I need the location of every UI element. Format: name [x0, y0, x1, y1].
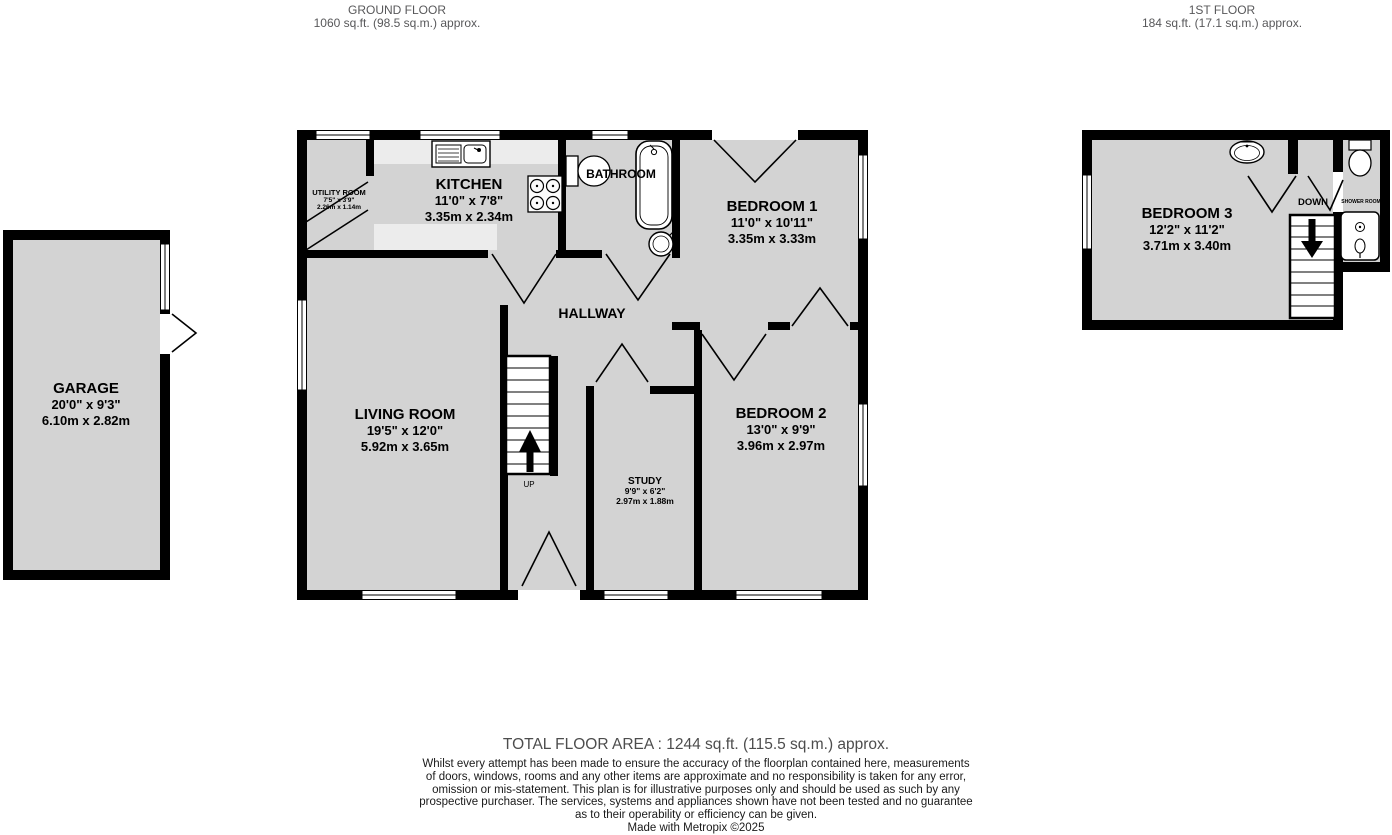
kitchen-metric: 3.35m x 2.34m	[424, 209, 514, 224]
disclaimer	[419, 758, 972, 835]
ground-floor-header	[314, 4, 481, 30]
first-floor-header	[1142, 4, 1302, 30]
bedroom3-label	[1142, 206, 1233, 254]
bathroom-basin-icon	[649, 232, 673, 256]
bedroom2-label	[736, 406, 827, 454]
hob-icon	[528, 176, 562, 212]
garage-name: GARAGE	[53, 380, 119, 397]
kitchen-sink-icon	[432, 141, 490, 167]
first-floor-area: 184 sq.ft. (17.1 sq.m.) approx.	[1141, 16, 1303, 30]
ground-floor-title: GROUND FLOOR	[347, 3, 447, 17]
utility-label	[312, 189, 366, 211]
bedroom3-imperial: 12'2" x 11'2"	[1149, 222, 1225, 237]
total-floor-area: TOTAL FLOOR AREA : 1244 sq.ft. (115.5 sq.m.) approx.	[502, 736, 890, 753]
bedroom1-imperial: 11'0" x 10'11"	[730, 215, 814, 230]
disclaimer-line: Whilst every attempt has been made to ensure the accuracy of the floorplan contained here, measurements	[422, 758, 970, 770]
utility-metric: 2.26m x 1.14m	[316, 204, 362, 211]
disclaimer-line: omission or mis-statement. This plan is for illustrative purposes only and should be used as such by any	[432, 783, 960, 796]
utility-imperial: 7'5" x 3'9"	[323, 197, 355, 204]
first-floor-plan	[1082, 130, 1390, 330]
kitchen-imperial: 11'0" x 7'8"	[434, 193, 504, 208]
bedroom2-imperial: 13'0" x 9'9"	[746, 422, 816, 437]
study-name: STUDY	[628, 476, 662, 487]
garage-label	[42, 381, 130, 429]
kitchen-label	[425, 177, 513, 225]
living-room-label	[355, 407, 456, 455]
shower-tray-icon	[1341, 212, 1379, 260]
bedroom2-name: BEDROOM 2	[735, 405, 827, 422]
living-room-metric: 5.92m x 3.65m	[360, 439, 450, 454]
bathroom-label: BATHROOM	[586, 167, 656, 181]
study-label	[616, 477, 674, 506]
bedroom1-metric: 3.35m x 3.33m	[727, 231, 817, 246]
bedroom1-label	[727, 199, 818, 247]
first-floor-title: 1ST FLOOR	[1188, 3, 1256, 17]
ground-floor-area: 1060 sq.ft. (98.5 sq.m.) approx.	[313, 16, 481, 30]
bedroom3-name: BEDROOM 3	[1141, 205, 1233, 222]
bedroom3-basin-icon	[1230, 141, 1264, 163]
stairs-up	[506, 356, 550, 474]
disclaimer-line: prospective purchaser. The services, systems and appliances shown have not been tested and no guarantee	[419, 796, 973, 809]
hallway-label: HALLWAY	[558, 305, 626, 321]
metropix-credit: Made with Metropix ©2025	[627, 821, 765, 834]
bedroom2-metric: 3.96m x 2.97m	[736, 438, 826, 453]
kitchen-name: KITCHEN	[435, 176, 503, 193]
study-metric: 2.97m x 1.88m	[616, 495, 674, 506]
stairs-up-label: UP	[523, 480, 535, 489]
garage-imperial: 20'0" x 9'3"	[51, 397, 121, 412]
stairs-down	[1290, 215, 1335, 318]
shower-room-toilet-icon	[1349, 140, 1371, 176]
bedroom1-name: BEDROOM 1	[726, 198, 818, 215]
stairs-down-label: DOWN	[1297, 197, 1329, 208]
living-room-name: LIVING ROOM	[354, 406, 456, 423]
disclaimer-line: as to their operability or efficiency can be given.	[574, 809, 818, 822]
shower-room-label: SHOWER ROOM	[1341, 199, 1381, 205]
utility-name: UTILITY ROOM	[312, 188, 366, 197]
bath-icon	[636, 141, 672, 229]
garage-metric: 6.10m x 2.82m	[41, 413, 131, 428]
disclaimer-line: of doors, windows, rooms and any other items are approximate and no responsibility is taken for any error,	[425, 770, 967, 783]
bedroom3-metric: 3.71m x 3.40m	[1142, 238, 1232, 253]
living-room-imperial: 19'5" x 12'0"	[366, 423, 444, 438]
study-imperial: 9'9" x 6'2"	[624, 486, 666, 496]
